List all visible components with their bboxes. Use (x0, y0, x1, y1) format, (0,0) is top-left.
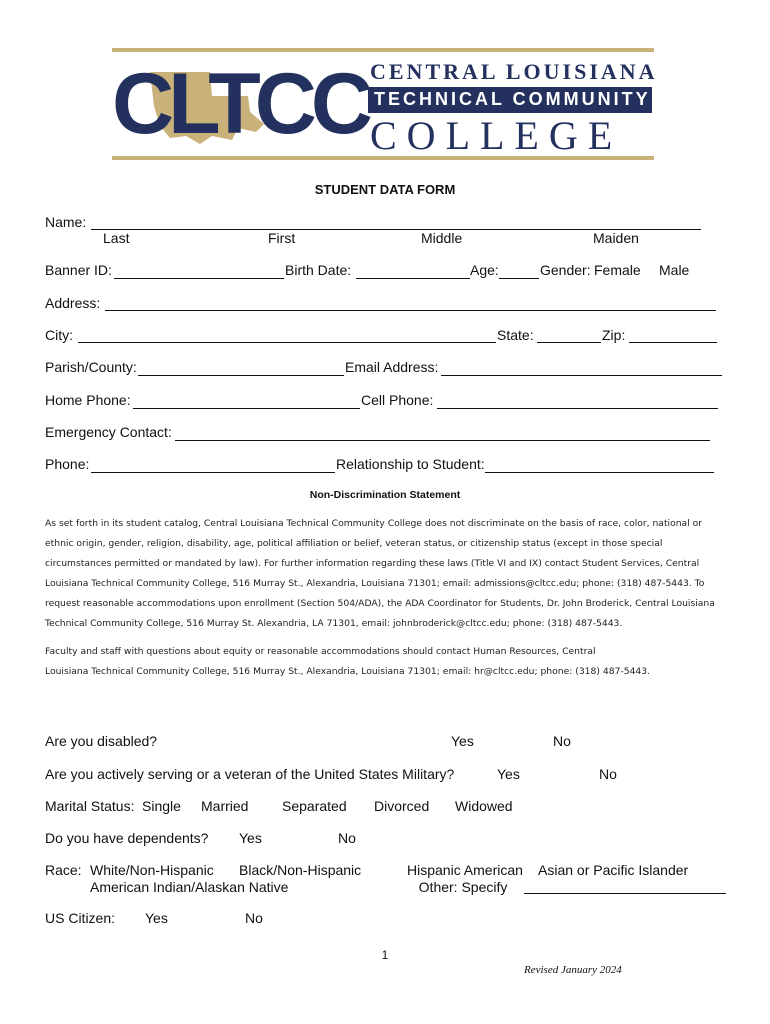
banner-id-label: Banner ID: (45, 262, 112, 278)
cell-phone-input[interactable] (437, 408, 718, 409)
name-label: Name: (45, 214, 87, 230)
statement-line: Louisiana Technical Community College, 516 Murray St., Alexandria, Louisiana 71301; email: admissions@cltcc.edu; phone: (318) 487-5443. To (45, 578, 705, 589)
citizen-no-text: No (245, 910, 263, 926)
home-phone-label: Home Phone: (45, 392, 131, 408)
disabled-yes-text: Yes (451, 733, 474, 749)
race-other-text: Other: Specify (418, 879, 508, 895)
statement-line: Louisiana Technical Community College, 516 Murray St., Alexandria, Louisiana 71301; email: hr@cltcc.edu; phone: (318) 487-5443. (45, 666, 651, 677)
marital-widowed-option[interactable] (455, 798, 513, 814)
us-citizen-label: US Citizen: (45, 910, 116, 926)
dependents-yes-option[interactable] (239, 830, 262, 846)
phone-label: Phone: (45, 456, 90, 472)
name-part-last: Last (103, 230, 130, 246)
parish-input[interactable] (138, 375, 344, 376)
zip-input[interactable] (629, 342, 717, 343)
veteran-yes-text: Yes (497, 766, 520, 782)
race-asian-option[interactable] (538, 862, 688, 878)
race-black-option[interactable] (239, 862, 361, 878)
name-part-maiden: Maiden (593, 230, 639, 246)
race-black-text: Black/Non-Hispanic (239, 862, 362, 878)
race-white-text: White/Non-Hispanic (90, 862, 214, 878)
age-label: Age: (470, 262, 499, 278)
cell-phone-label: Cell Phone: (361, 392, 434, 408)
name-part-first: First (268, 230, 296, 246)
disabled-question: Are you disabled? (45, 733, 158, 749)
gender-label: Gender: (540, 262, 591, 278)
veteran-no-option[interactable] (599, 766, 617, 782)
marital-single-option[interactable] (142, 798, 181, 814)
dependents-no-option[interactable] (338, 830, 356, 846)
statement-title: Non-Discrimination Statement (309, 489, 461, 501)
citizen-no-option[interactable] (245, 910, 263, 926)
city-input[interactable] (78, 342, 496, 343)
name-part-middle: Middle (421, 230, 463, 246)
college-logo (112, 48, 658, 162)
logo-top-rule (112, 48, 654, 52)
parish-label: Parish/County: (45, 359, 137, 375)
birth-date-label: Birth Date: (285, 262, 352, 278)
gender-female-text: Female (594, 262, 641, 278)
veteran-yes-option[interactable] (497, 766, 520, 782)
marital-separated-option[interactable] (282, 798, 347, 814)
banner-id-input[interactable] (114, 278, 284, 279)
address-label: Address: (45, 295, 101, 311)
marital-status-label: Marital Status: (45, 798, 135, 814)
gender-male-option[interactable] (659, 262, 689, 278)
zip-label: Zip: (602, 327, 626, 343)
statement-line: circumstances permitted or mandated by law). For further information regarding these laws (Title VI and IX) contact Student Services, Central (45, 558, 700, 569)
relationship-label: Relationship to Student: (336, 456, 485, 472)
gender-male-text: Male (659, 262, 690, 278)
logo-abbrev: CLTCC (112, 56, 368, 152)
disabled-no-text: No (553, 733, 571, 749)
disabled-yes-option[interactable] (451, 733, 474, 749)
statement-line: Faculty and staff with questions about equity or reasonable accommodations should contact Human Resources, Central (45, 646, 596, 657)
logo-line-3: COLLEGE (370, 113, 623, 158)
relationship-input[interactable] (485, 472, 714, 473)
race-native-text: American Indian/Alaskan Native (90, 879, 289, 895)
disabled-no-option[interactable] (553, 733, 571, 749)
age-input[interactable] (499, 278, 539, 279)
email-input[interactable] (441, 375, 722, 376)
marital-single-text: Single (142, 798, 181, 814)
gender-female-option[interactable] (594, 262, 641, 278)
race-label: Race: (45, 862, 82, 878)
statement-line: ethnic origin, gender, religion, disability, age, political affiliation or belief, veteran status, or citizenship status (except in those special (45, 538, 663, 549)
marital-widowed-text: Widowed (455, 798, 513, 814)
home-phone-input[interactable] (133, 408, 360, 409)
emergency-contact-input[interactable] (175, 440, 710, 441)
dependents-no-text: No (338, 830, 356, 846)
dependents-yes-text: Yes (239, 830, 262, 846)
marital-divorced-text: Divorced (374, 798, 430, 814)
dependents-question: Do you have dependents? (45, 830, 209, 846)
form-title: STUDENT DATA FORM (314, 182, 456, 197)
race-hispanic-text: Hispanic American (407, 862, 523, 878)
race-hispanic-option[interactable] (407, 862, 523, 878)
birth-date-input[interactable] (356, 278, 470, 279)
citizen-yes-text: Yes (145, 910, 168, 926)
email-label: Email Address: (345, 359, 439, 375)
race-white-option[interactable] (90, 862, 214, 878)
veteran-no-text: No (599, 766, 617, 782)
page-number: 1 (381, 948, 389, 962)
race-other-input[interactable] (524, 893, 726, 894)
logo-line-1: CENTRAL LOUISIANA (370, 59, 658, 84)
race-asian-text: Asian or Pacific Islander (538, 862, 689, 878)
race-native-option[interactable] (90, 879, 288, 895)
state-label: State: (497, 327, 534, 343)
statement-line: As set forth in its student catalog, Central Louisiana Technical Community College does not discriminate on the basis of race, color, national or (45, 518, 703, 529)
logo-line-2: TECHNICAL COMMUNITY (374, 89, 651, 109)
address-input[interactable] (105, 310, 716, 311)
city-label: City: (45, 327, 73, 343)
citizen-yes-option[interactable] (145, 910, 168, 926)
marital-separated-text: Separated (282, 798, 347, 814)
statement-line: request reasonable accommodations upon enrollment (Section 504/ADA), the ADA Coordinator for Students, Dr. John Broderick, Central Louisiana (45, 598, 715, 609)
veteran-question: Are you actively serving or a veteran of the United States Military? (45, 766, 455, 782)
marital-divorced-option[interactable] (374, 798, 429, 814)
state-input[interactable] (537, 342, 601, 343)
emergency-contact-label: Emergency Contact: (45, 424, 172, 440)
marital-married-option[interactable] (201, 798, 248, 814)
race-other-option[interactable] (407, 879, 507, 895)
phone-input[interactable] (91, 472, 335, 473)
statement-line: Technical Community College, 516 Murray St. Alexandria, LA 71301, email: johnbroderick@cltcc.edu; phone: (318) 487-5443. (45, 618, 623, 629)
marital-married-text: Married (201, 798, 249, 814)
revised-date: Revised January 2024 (524, 964, 622, 976)
